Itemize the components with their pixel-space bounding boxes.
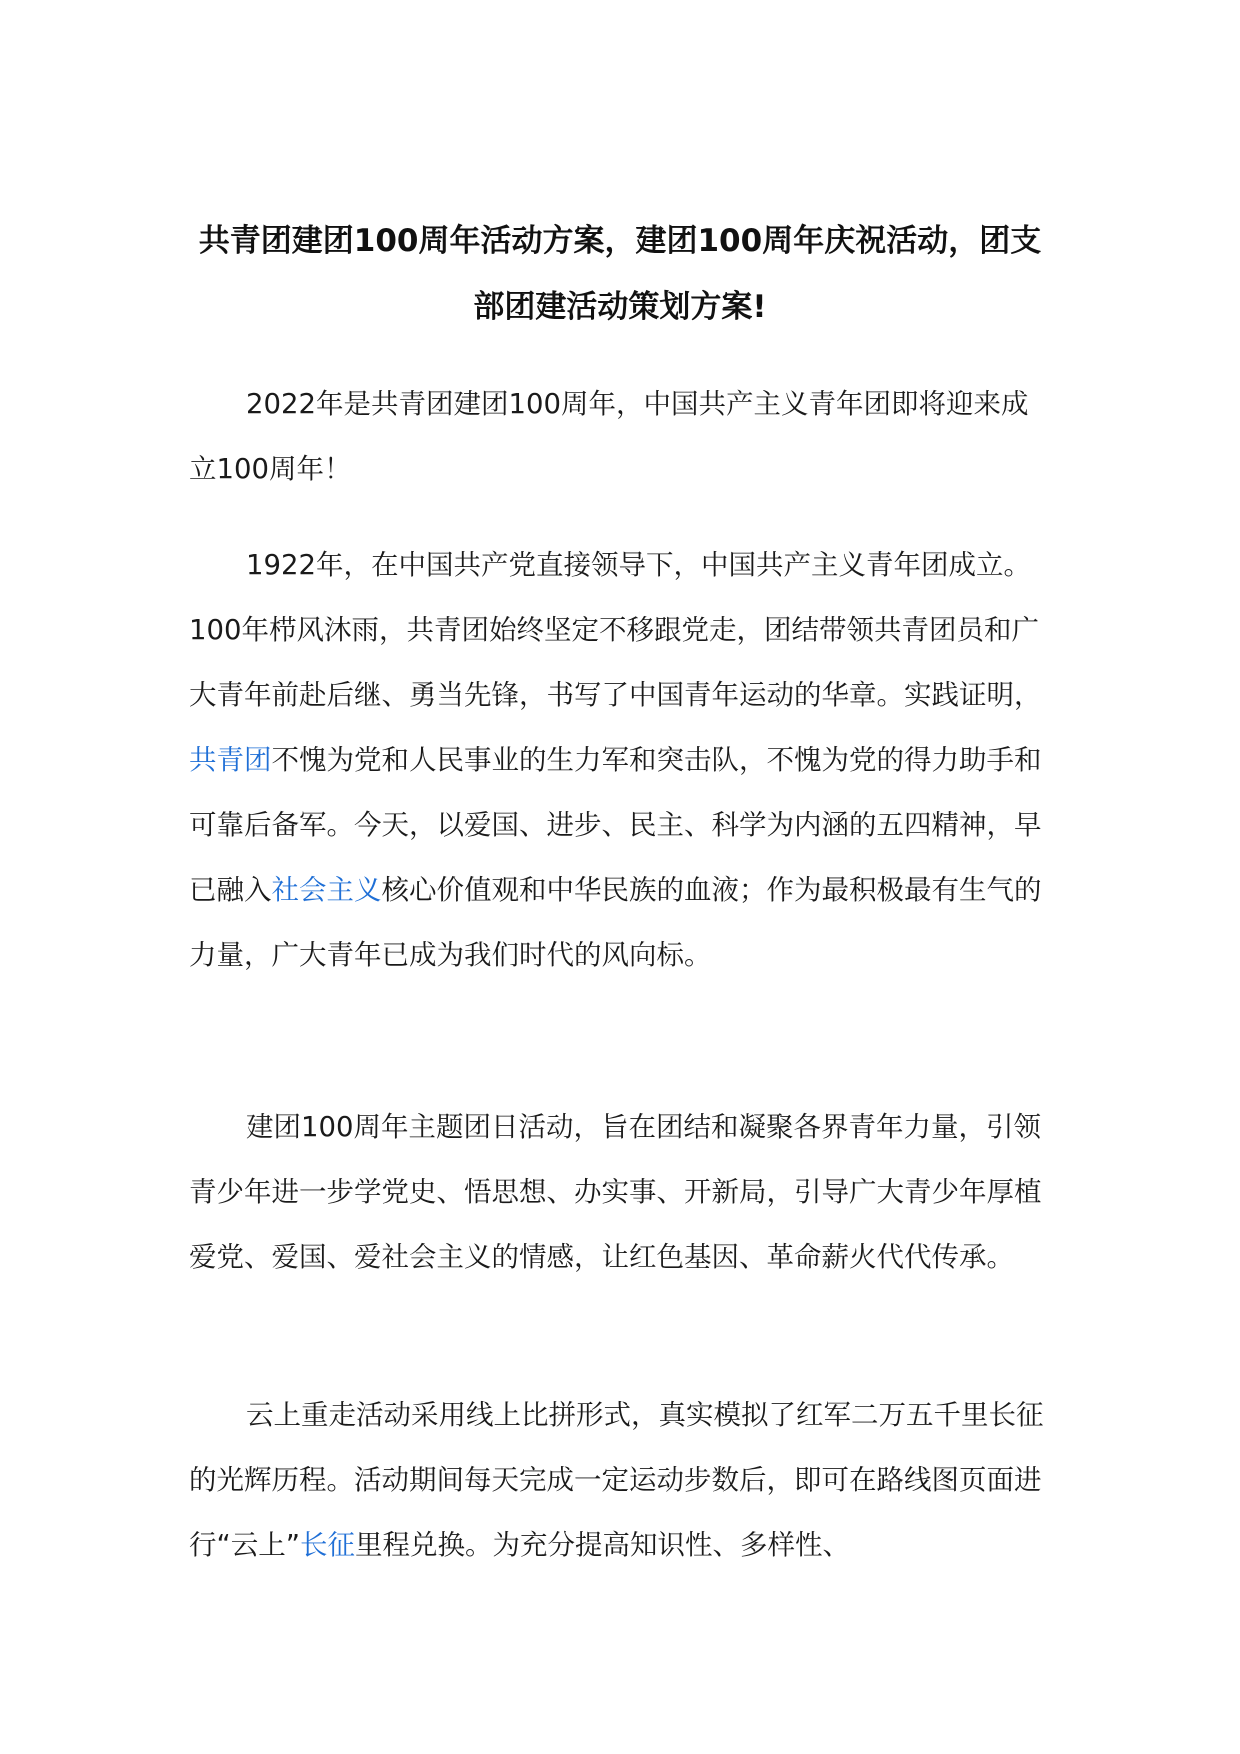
paragraph-text: 不愧为党和人民事业的生力军和突击队，不愧为党的得力助手和可靠后备军。今天，以爱国、进步、民主、科学为内涵的五四精神，早已融入 bbox=[189, 744, 1042, 906]
link-gongqingtuan[interactable]: 共青团 bbox=[189, 744, 272, 776]
paragraph-theme-activity bbox=[189, 1095, 1045, 1290]
paragraph-intro bbox=[189, 372, 1045, 502]
paragraph-text: 里程兑换。为充分提高知识性、多样性、 bbox=[355, 1529, 850, 1561]
paragraph-history bbox=[189, 533, 1045, 988]
paragraph-text: 云上重走活动采用线上比拼形式，真实模拟了红军二万五千里长征的光辉历程。活动期间每天完成一定运动步数后，即可在路线图页面进行“云上” bbox=[189, 1399, 1044, 1561]
paragraph-text: 建团100周年主题团日活动，旨在团结和凝聚各界青年力量，引领青少年进一步学党史、悟思想、办实事、开新局，引导广大青少年厚植爱党、爱国、爱社会主义的情感，让红色基因、革命薪火代代传承。 bbox=[189, 1111, 1042, 1273]
paragraph-text: 核心价值观和中华民族的血液；作为最积极最有生气的力量，广大青年已成为我们时代的风向标。 bbox=[189, 874, 1042, 971]
document-title: 共青团建团100周年活动方案，建团100周年庆祝活动，团支部团建活动策划方案! bbox=[198, 223, 1042, 325]
link-changzheng[interactable]: 长征 bbox=[300, 1529, 355, 1561]
paragraph-text: 1922年，在中国共产党直接领导下，中国共产主义青年团成立。100年栉风沐雨，共青团始终坚定不移跟党走，团结带领共青团员和广大青年前赴后继、勇当先锋，书写了中国青年运动的华章。实践证明， bbox=[189, 549, 1042, 711]
paragraph-cloud-march bbox=[189, 1383, 1045, 1578]
paragraph-text: 2022年是共青团建团100周年，中国共产主义青年团即将迎来成立100周年！ bbox=[189, 388, 1029, 485]
link-shehuizhuyi[interactable]: 社会主义 bbox=[271, 874, 382, 906]
